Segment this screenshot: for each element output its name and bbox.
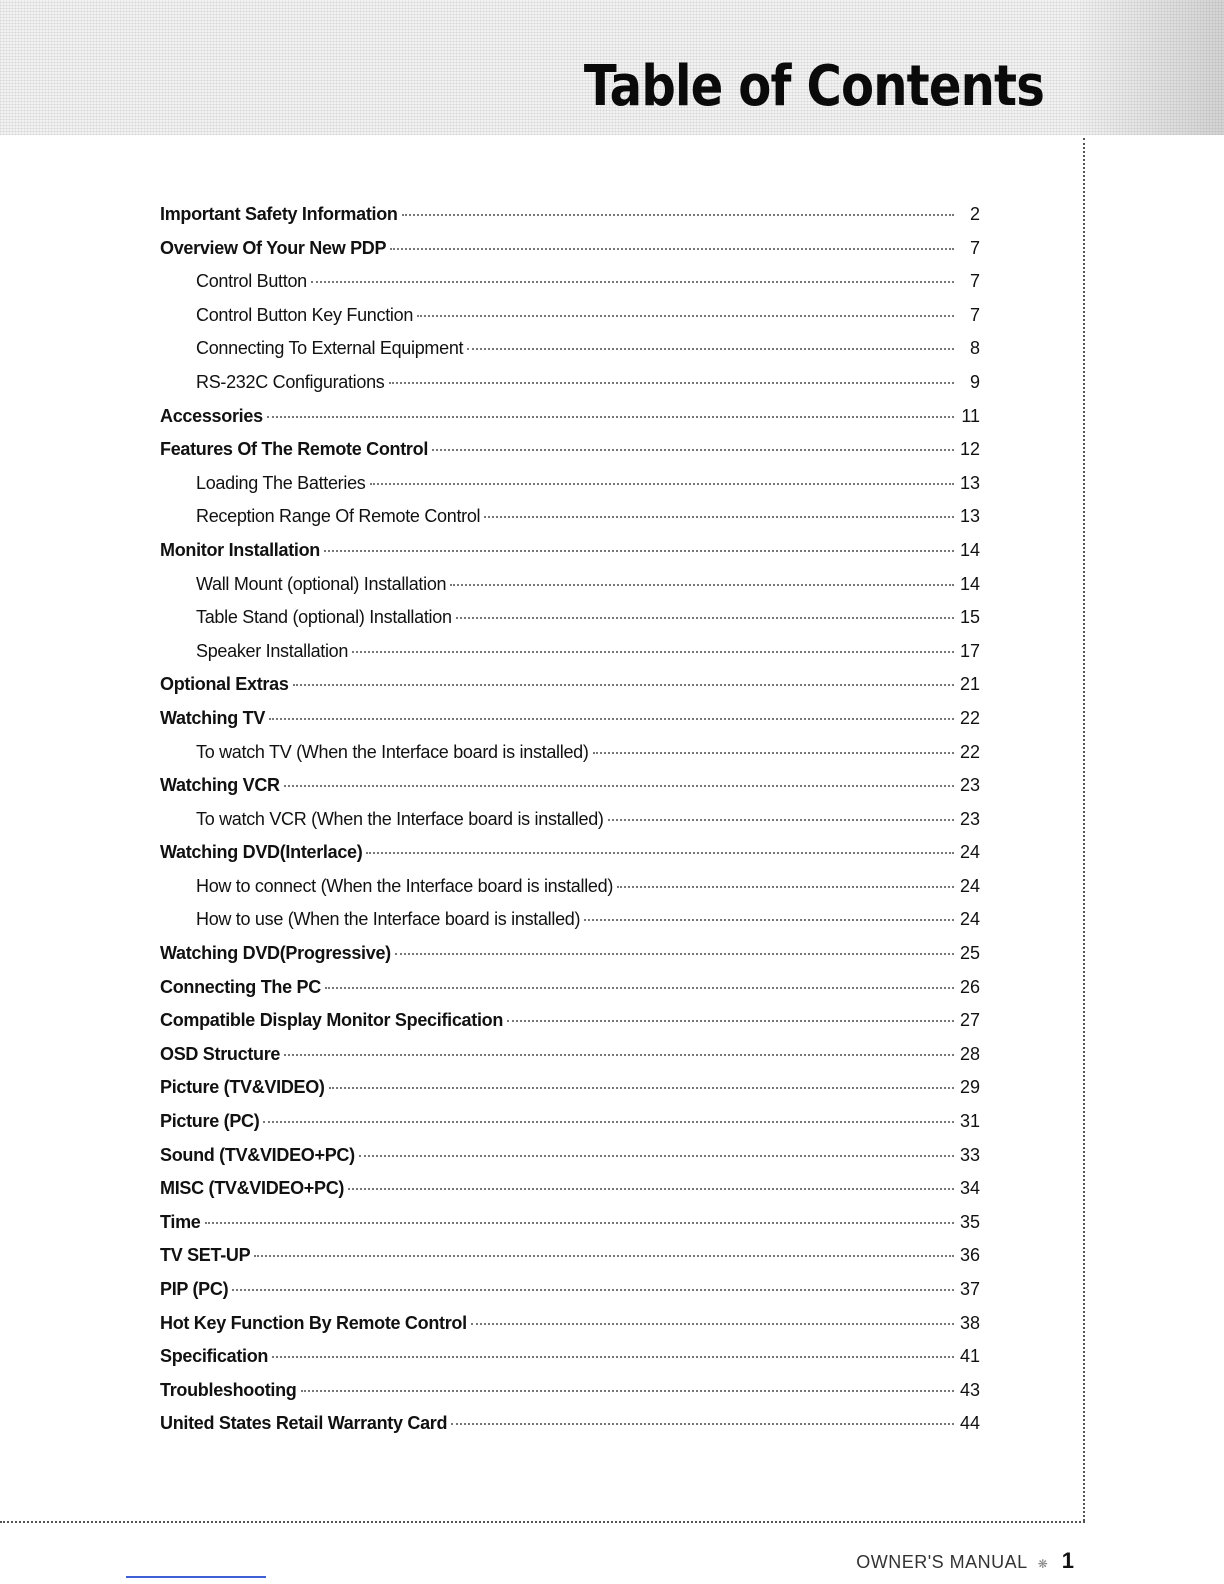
toc-entry-label: How to use (When the Interface board is installed) <box>196 909 581 930</box>
toc-entry-label: United States Retail Warranty Card <box>160 1413 448 1434</box>
toc-entry[interactable] <box>160 534 980 568</box>
toc-entry-page: 41 <box>959 1346 980 1367</box>
toc-entry-label: OSD Structure <box>160 1043 281 1064</box>
page-number: 1 <box>1061 1548 1074 1573</box>
dot-leader <box>456 616 954 619</box>
toc-entry-label: How to connect (When the Interface board is installed) <box>196 875 614 896</box>
toc-entry-page: 27 <box>959 1010 980 1031</box>
toc-entry[interactable] <box>160 265 980 299</box>
toc-entry-label: Troubleshooting <box>160 1379 297 1400</box>
toc-entry-label: Table Stand (optional) Installation <box>196 607 452 628</box>
toc-entry-page: 22 <box>959 741 980 762</box>
dot-leader <box>352 650 954 653</box>
toc-entry-page: 17 <box>959 640 980 661</box>
dot-leader <box>269 717 954 720</box>
toc-entry[interactable] <box>160 1206 980 1240</box>
dot-leader <box>293 683 954 686</box>
toc-entry[interactable] <box>160 1105 980 1139</box>
toc-entry-page: 13 <box>959 472 980 493</box>
toc-entry-page: 33 <box>959 1144 980 1165</box>
toc-entry[interactable] <box>160 903 980 937</box>
toc-entry-page: 11 <box>961 405 980 426</box>
toc-entry[interactable] <box>160 635 980 669</box>
bottom-dotted-rule <box>0 1521 1085 1523</box>
toc-entry[interactable] <box>160 668 980 702</box>
toc-entry-page: 23 <box>959 808 980 829</box>
dot-leader <box>471 1322 954 1325</box>
dot-leader <box>254 1254 954 1257</box>
toc-entry-page: 22 <box>959 707 980 728</box>
toc-entry-label: Accessories <box>160 405 263 426</box>
toc-entry-label: PIP (PC) <box>160 1279 229 1299</box>
toc-entry[interactable] <box>160 1340 980 1374</box>
toc-entry-label: RS-232C Configurations <box>196 371 385 392</box>
dot-leader <box>467 347 954 350</box>
toc-entry[interactable] <box>160 836 980 870</box>
dot-leader <box>507 1019 954 1022</box>
toc-entry-page: 34 <box>959 1178 980 1199</box>
toc-entry[interactable] <box>160 568 980 602</box>
toc-entry-label: Wall Mount (optional) Installation <box>196 573 447 594</box>
toc-entry-page: 12 <box>959 439 980 460</box>
dot-leader <box>267 415 954 418</box>
toc-entry-page: 7 <box>969 304 980 325</box>
toc-entry[interactable] <box>160 1004 980 1038</box>
toc-entry-label: Sound (TV&VIDEO+PC) <box>160 1144 355 1165</box>
dot-leader <box>232 1288 954 1291</box>
dot-leader <box>284 784 954 787</box>
dot-leader <box>272 1355 954 1358</box>
dot-leader <box>263 1120 954 1123</box>
dot-leader <box>205 1221 955 1224</box>
toc-entry-label: Time <box>160 1211 201 1232</box>
table-of-contents <box>160 198 980 1441</box>
toc-entry-page: 24 <box>959 909 980 930</box>
toc-entry[interactable] <box>160 803 980 837</box>
toc-entry[interactable] <box>160 400 980 434</box>
dot-leader <box>301 1389 955 1392</box>
dot-leader <box>395 952 954 955</box>
toc-entry[interactable] <box>160 467 980 501</box>
toc-entry-page: 24 <box>959 875 980 896</box>
toc-entry-page: 35 <box>959 1211 980 1232</box>
dot-leader <box>451 1422 954 1425</box>
toc-entry[interactable] <box>160 971 980 1005</box>
toc-entry-label: Picture (TV&VIDEO) <box>160 1077 325 1098</box>
toc-entry-label: Connecting The PC <box>160 976 321 997</box>
toc-entry[interactable] <box>160 198 980 232</box>
right-dotted-rule <box>1083 138 1085 1521</box>
toc-entry-label: Hot Key Function By Remote Control <box>160 1312 467 1333</box>
dot-leader <box>450 583 954 586</box>
toc-entry-label: Watching TV <box>160 707 266 728</box>
toc-entry-page: 7 <box>969 237 980 258</box>
toc-entry[interactable] <box>160 1071 980 1105</box>
toc-entry-label: MISC (TV&VIDEO+PC) <box>160 1178 345 1199</box>
toc-entry-label: Overview Of Your New PDP <box>160 237 387 258</box>
dot-leader <box>584 918 954 921</box>
toc-entry-label: TV SET-UP <box>160 1245 251 1266</box>
toc-entry-label: Speaker Installation <box>196 640 349 661</box>
toc-entry-page: 38 <box>959 1312 980 1333</box>
toc-entry-page: 23 <box>959 775 980 796</box>
toc-entry[interactable] <box>160 500 980 534</box>
toc-entry-label: To watch VCR (When the Interface board is installed) <box>196 808 604 829</box>
toc-entry[interactable] <box>160 366 980 400</box>
toc-entry[interactable] <box>160 232 980 266</box>
dot-leader <box>366 851 954 854</box>
toc-entry[interactable] <box>160 870 980 904</box>
toc-entry-label: Watching VCR <box>160 775 280 796</box>
toc-entry-page: 15 <box>959 607 980 628</box>
toc-entry-label: Features Of The Remote Control <box>160 439 429 460</box>
toc-entry[interactable] <box>160 1374 980 1408</box>
toc-entry[interactable] <box>160 937 980 971</box>
toc-entry-page: 44 <box>959 1413 980 1434</box>
toc-entry-label: Monitor Installation <box>160 539 320 560</box>
dot-leader <box>311 280 954 283</box>
dot-leader <box>359 1154 954 1157</box>
dot-leader <box>389 381 955 384</box>
toc-entry[interactable] <box>160 1407 980 1441</box>
toc-entry-label: Watching DVD(Interlace) <box>160 842 363 863</box>
toc-entry-page: 25 <box>959 943 980 964</box>
toc-entry-page: 7 <box>969 271 980 292</box>
dot-leader <box>484 515 954 518</box>
toc-entry-label: To watch TV (When the Interface board is installed) <box>196 741 589 762</box>
toc-entry[interactable] <box>160 702 980 736</box>
toc-entry-page: 2 <box>969 204 980 224</box>
toc-entry[interactable] <box>160 736 980 770</box>
toc-entry-label: Connecting To External Equipment <box>196 338 464 359</box>
dot-leader <box>608 818 954 821</box>
dot-leader <box>617 885 954 888</box>
toc-entry-page: 8 <box>969 338 980 359</box>
toc-entry-page: 14 <box>959 573 980 594</box>
toc-entry-label: Loading The Batteries <box>196 472 366 493</box>
toc-entry-label: Important Safety Information <box>160 204 398 224</box>
toc-entry-page: 28 <box>959 1043 980 1064</box>
toc-entry[interactable] <box>160 332 980 366</box>
toc-entry-page: 36 <box>959 1245 980 1266</box>
toc-entry-label: Optional Extras <box>160 674 289 695</box>
toc-entry-page: 14 <box>959 539 980 560</box>
toc-entry-page: 9 <box>969 371 980 392</box>
toc-entry-label: Specification <box>160 1346 269 1367</box>
toc-entry[interactable] <box>160 1172 980 1206</box>
toc-entry[interactable] <box>160 1239 980 1273</box>
page-title: Table of Contents <box>583 54 1044 119</box>
dot-leader <box>348 1187 954 1190</box>
dot-leader <box>325 986 954 989</box>
toc-entry-page: 13 <box>959 506 980 527</box>
toc-entry[interactable] <box>160 1307 980 1341</box>
dot-leader <box>432 448 954 451</box>
dot-leader <box>324 549 954 552</box>
toc-entry-page: 43 <box>959 1379 980 1400</box>
dot-leader <box>370 482 955 485</box>
toc-entry-page: 37 <box>959 1279 980 1299</box>
toc-entry[interactable] <box>160 1139 980 1173</box>
footer-separator-icon: ❋ <box>1037 1557 1048 1571</box>
dot-leader <box>417 314 954 317</box>
toc-entry-label: Compatible Display Monitor Specification <box>160 1010 504 1031</box>
toc-entry-page: 21 <box>959 674 980 695</box>
toc-entry-label: Reception Range Of Remote Control <box>196 506 481 527</box>
toc-entry-page: 26 <box>959 976 980 997</box>
toc-entry-page: 29 <box>959 1077 980 1098</box>
toc-entry[interactable] <box>160 299 980 333</box>
toc-entry-label: Control Button <box>196 271 307 292</box>
toc-entry[interactable] <box>160 601 980 635</box>
dot-leader <box>329 1086 954 1089</box>
toc-entry[interactable] <box>160 1273 980 1307</box>
toc-entry-label: Picture (PC) <box>160 1111 260 1132</box>
toc-entry[interactable] <box>160 433 980 467</box>
dot-leader <box>402 213 954 216</box>
toc-entry-page: 24 <box>959 842 980 863</box>
toc-entry-label: Control Button Key Function <box>196 304 414 325</box>
blue-underline-mark <box>126 1576 266 1578</box>
toc-entry[interactable] <box>160 1038 980 1072</box>
dot-leader <box>593 751 954 754</box>
dot-leader <box>390 247 954 250</box>
dot-leader <box>284 1053 954 1056</box>
toc-entry-page: 31 <box>959 1111 980 1132</box>
footer-label: OWNER'S MANUAL <box>856 1552 1028 1572</box>
toc-entry-label: Watching DVD(Progressive) <box>160 943 391 964</box>
page-footer <box>856 1548 1074 1574</box>
toc-entry[interactable] <box>160 769 980 803</box>
